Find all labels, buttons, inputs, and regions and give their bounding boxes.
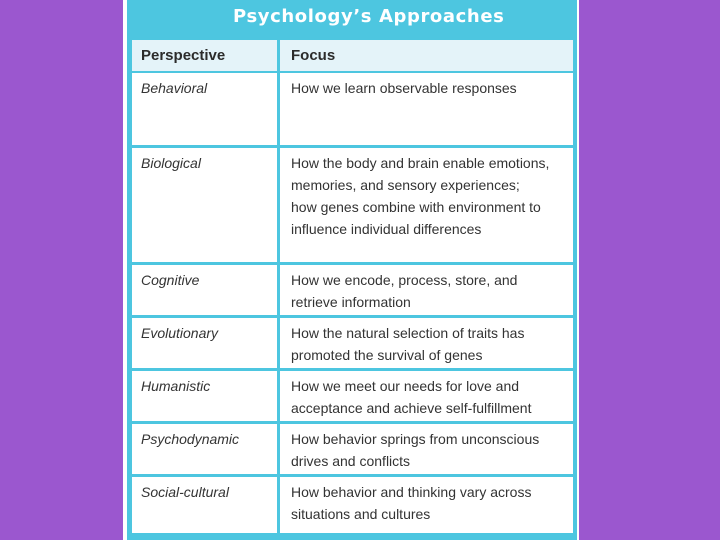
perspective-cell [132, 265, 280, 315]
header-focus: Focus [291, 47, 336, 64]
focus-cell [280, 148, 573, 262]
perspective-name: Social-cultural [141, 484, 229, 500]
table-row [132, 148, 573, 265]
focus-text: How the natural selection of traits has promoted the survival of genes [291, 325, 525, 363]
approaches-table [132, 40, 573, 533]
focus-cell [280, 477, 573, 533]
table-row [132, 371, 573, 424]
table-row [132, 424, 573, 477]
focus-cell [280, 73, 573, 145]
table-row [132, 73, 573, 148]
focus-text: How we encode, process, store, and retrieve information [291, 272, 518, 310]
card-title: Psychology’s Approaches [233, 6, 505, 27]
focus-text: How the body and brain enable emotions, memories, and sensory experiences; how genes combine with environment to influence individual differences [291, 155, 550, 237]
table-row [132, 318, 573, 371]
focus-text: How we meet our needs for love and acceptance and achieve self-fulfillment [291, 378, 532, 416]
perspective-name: Behavioral [141, 80, 208, 96]
perspective-name: Psychodynamic [141, 431, 240, 447]
focus-cell [280, 424, 573, 474]
perspective-cell [132, 148, 280, 262]
focus-cell [280, 371, 573, 421]
perspective-cell [132, 371, 280, 421]
focus-text: How behavior and thinking vary across situations and cultures [291, 484, 532, 522]
perspective-name: Biological [141, 155, 201, 171]
perspective-cell [132, 318, 280, 368]
perspective-name: Humanistic [141, 378, 211, 394]
table-row [132, 265, 573, 318]
focus-cell [280, 318, 573, 368]
header-cell-focus [280, 40, 573, 71]
perspective-cell [132, 477, 280, 533]
table-header-row [132, 40, 573, 73]
header-cell-perspective [132, 40, 280, 71]
focus-cell [280, 265, 573, 315]
perspective-name: Cognitive [141, 272, 200, 288]
perspective-cell [132, 73, 280, 145]
header-perspective: Perspective [141, 47, 226, 64]
focus-text: How we learn observable responses [291, 80, 517, 96]
approaches-card [127, 0, 577, 540]
perspective-cell [132, 424, 280, 474]
perspective-name: Evolutionary [141, 325, 219, 341]
table-row [132, 477, 573, 533]
focus-text: How behavior springs from unconscious drives and conflicts [291, 431, 540, 469]
